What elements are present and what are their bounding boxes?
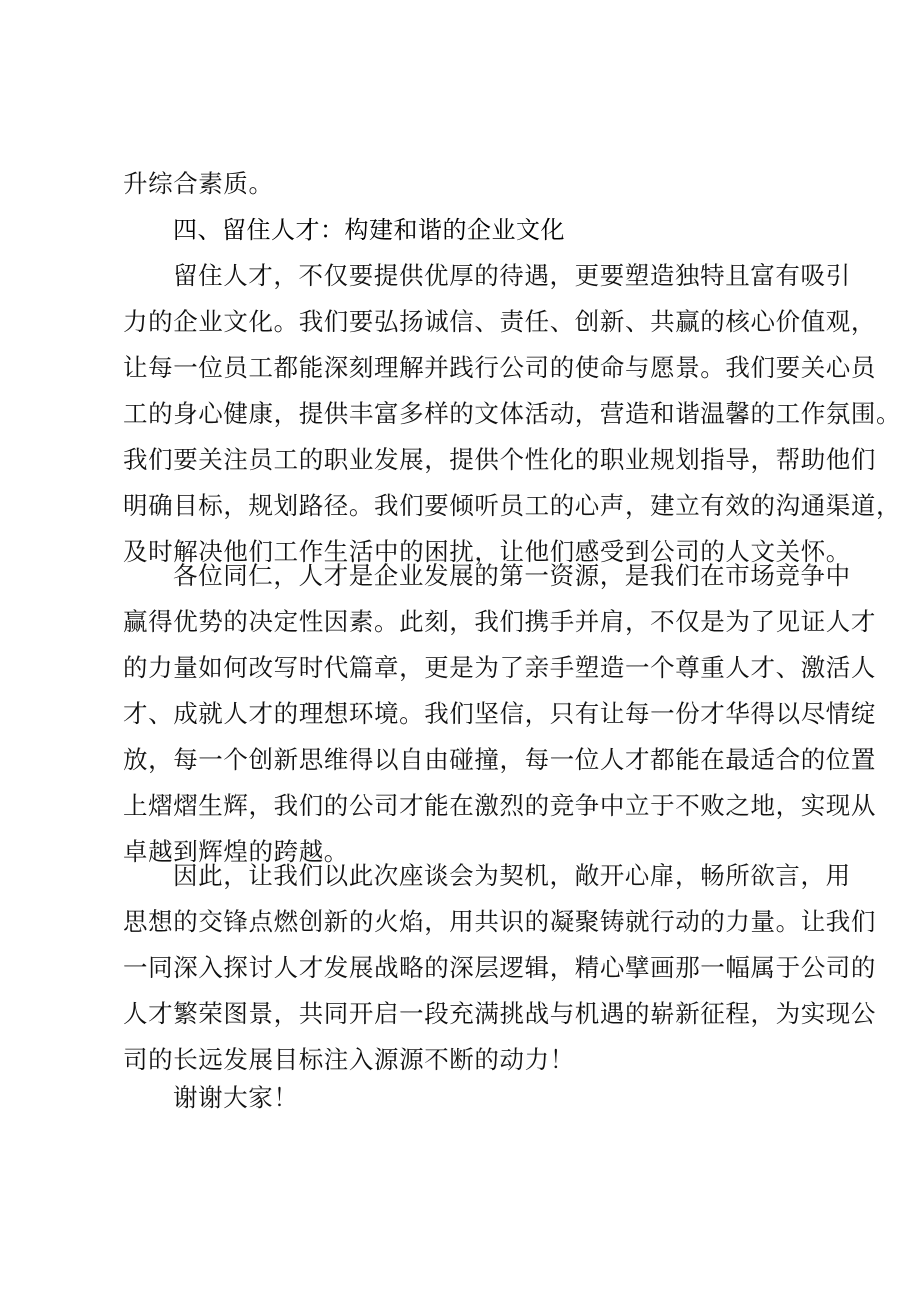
paragraph-thanks [123, 1075, 813, 1121]
paragraph-culture [123, 253, 902, 575]
text-line: 升综合素质。 [123, 169, 274, 198]
text-line: 我们要关注员工的职业发展，提供个性化的职业规划指导，帮助他们 [123, 445, 876, 474]
text-line: 上熠熠生辉，我们的公司才能在激烈的竞争中立于不败之地，实现从 [123, 791, 876, 820]
text-line: 各位同仁，人才是企业发展的第一资源，是我们在市场竞争中 [173, 561, 851, 590]
text-line: 因此，让我们以此次座谈会为契机，敞开心扉，畅所欲言，用 [173, 861, 851, 890]
text-line: 的力量如何改写时代篇章，更是为了亲手塑造一个尊重人才、激活人 [123, 653, 876, 682]
text-line: 及时解决他们工作生活中的困扰，让他们感受到公司的人文关怀。 [123, 537, 851, 566]
text-line: 明确目标，规划路径。我们要倾听员工的心声，建立有效的沟通渠道， [123, 491, 902, 520]
text-line: 赢得优势的决定性因素。此刻，我们携手并肩，不仅是为了见证人才 [123, 607, 876, 636]
text-line: 一同深入探讨人才发展战略的深层逻辑，精心擘画那一幅属于公司的 [123, 953, 876, 982]
heading-text: 四、留住人才：构建和谐的企业文化 [173, 216, 565, 244]
paragraph-colleagues [123, 553, 876, 875]
text-line: 思想的交锋点燃创新的火焰，用共识的凝聚铸就行动的力量。让我们 [123, 907, 876, 936]
text-line: 力的企业文化。我们要弘扬诚信、责任、创新、共赢的核心价值观， [123, 307, 876, 336]
text-line: 谢谢大家！ [173, 1083, 299, 1112]
text-line: 工的身心健康，提供丰富多样的文体活动，营造和谐温馨的工作氛围。 [123, 399, 902, 428]
paragraph-closing [123, 853, 876, 1083]
text-line: 人才繁荣图景，共同开启一段充满挑战与机遇的崭新征程，为实现公 [123, 999, 876, 1028]
text-line: 让每一位员工都能深刻理解并践行公司的使命与愿景。我们要关心员 [123, 353, 876, 382]
paragraph-fragment [123, 161, 813, 207]
section-heading [123, 207, 813, 253]
text-line: 才、成就人才的理想环境。我们坚信，只有让每一份才华得以尽情绽 [123, 699, 876, 728]
text-line: 放，每一个创新思维得以自由碰撞，每一位人才都能在最适合的位置 [123, 745, 876, 774]
text-line: 卓越到辉煌的跨越。 [123, 837, 349, 866]
text-line: 司的长远发展目标注入源源不断的动力！ [123, 1045, 575, 1074]
text-line: 留住人才，不仅要提供优厚的待遇，更要塑造独特且富有吸引 [173, 261, 851, 290]
